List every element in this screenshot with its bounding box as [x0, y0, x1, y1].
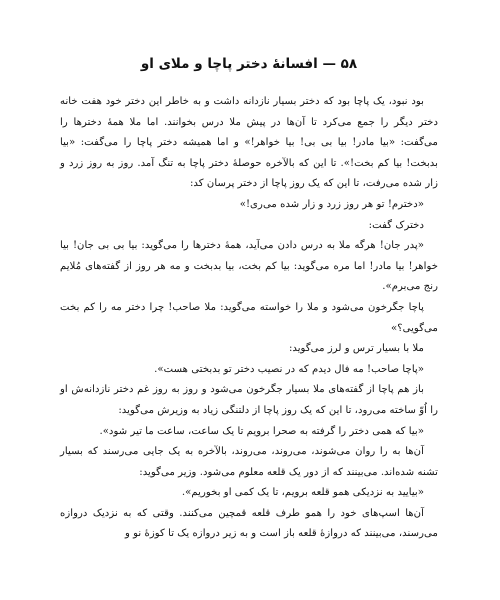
story-paragraph: ملا با بسیار ترس و لرز می‌گوید:: [288, 343, 424, 355]
story-paragraph: آن‌ها به را روان می‌شوند، می‌روند، می‌روند، بالآخره به یک جایی می‌رسند که بسیار تشنه شده‌اند. می‌بینند که از دور یک قلعه معلوم می‌شود. وزیر می‌گوید:: [60, 446, 438, 478]
story-paragraph: پاچا جگرخون می‌شود و ملا را خواسته می‌گوید: ملا صاحب! چرا دختر مه را کم بخت می‌گویی؟»: [60, 301, 438, 334]
story-paragraph: آن‌ها اسپ‌های خود را همو طرف قلعه قمچین می‌کنند. وقتی که به نزدیک دروازه می‌رسند، می‌بینند که دروازهٔ قلعه باز است و به زیر دروازه یک تا کوزهٔ نو و: [60, 507, 438, 540]
chapter-title: ۵۸ — افسانهٔ دختر پاچا و ملای او: [140, 56, 358, 72]
story-paragraph: «پدر جان! هرگه ملا به درس دادن می‌آید، همهٔ دخترها را می‌گوید: بیا بی بی جان! بیا خواهر! بیا مادر! اما مره می‌گوید: بیا کم بخت، بیا بدبخت و مه هر روز از گفته‌های مُلایم رنج می‌برم».: [60, 240, 438, 293]
story-paragraph: «بیا که همی دختر را گرفته به صحرا برویم تا یک ساعت، ساعت ما تیر شود».: [99, 425, 424, 437]
story-paragraph: «بیایید به نزدیکی همو قلعه برویم، تا یک کمی او بخوریم».: [181, 487, 424, 499]
story-paragraph: «دخترم! تو هر روز زرد و زار شده می‌ری!»: [239, 198, 424, 210]
story-body: [60, 92, 438, 545]
story-paragraph: بود نبود، یک پاچا بود که دختر بسیار نازدانه داشت و به خاطر این دختر خود هفت خانه دختر دیگر را جمع می‌کرد تا آن‌ها در پیش ملا درس بخوانند. اما ملا همهٔ دخترها را می‌گفت: «بیا مادر! بیا بی بی! بیا خواهر!» و اما همیشه دختر پاچا را می‌گفت: «بیا بدبخت! بیا کم بخت!». تا این که بالآخره حوصلهٔ دختر پاچا به تنگ آمد. روز به روز زرد و زار شده می‌رفت، تا این که یک روز پاچا از دختر پرسان کد:: [60, 96, 438, 190]
story-paragraph: «پاچا صاحب! مه فال دیدم که در نصیب دختر تو بدبختی هست».: [154, 363, 424, 375]
story-paragraph: باز هم پاچا از گفته‌های ملا بسیار جگرخون می‌شود و روز به روز غم دختر نازدانه‌ش او را اُوّ ساخته می‌رود، تا این که یک روز پاچا از دلتنگی زیاد به وزیرش می‌گوید:: [60, 384, 438, 416]
story-paragraph: دخترک گفت:: [368, 219, 424, 231]
